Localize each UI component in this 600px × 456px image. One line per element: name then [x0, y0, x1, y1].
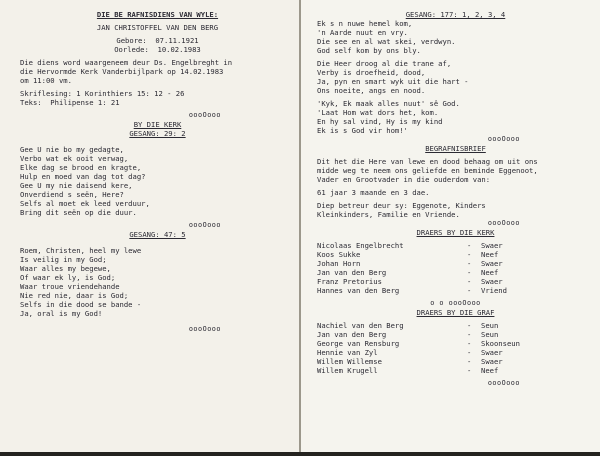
- bearer-row: [317, 366, 594, 375]
- bearer-name: Willem Krugell: [317, 366, 378, 375]
- dash: -: [467, 357, 472, 366]
- age-line: 61 jaar 3 maande en 3 dae.: [317, 188, 430, 197]
- dash: -: [467, 330, 472, 339]
- bearer-relation: Swaer: [481, 357, 503, 366]
- bearer-relation: Skoonseun: [481, 339, 520, 348]
- bearer-row: [317, 250, 594, 259]
- hymn-title: GESANG: 47: 5: [129, 230, 186, 239]
- bearer-row: [317, 348, 594, 357]
- hymn-line: Waar alles my begewe,: [20, 264, 111, 273]
- hymn-line: 'Laat Hom wat dors het, kom.: [317, 108, 439, 117]
- hymn-line: Onverdiend s seën, Here?: [20, 190, 124, 199]
- ornament: oooOooo: [188, 325, 221, 333]
- service-line: die Hervormde Kerk Vanderbijlpark op 14.02.1983: [20, 67, 224, 76]
- ornament: oooOooo: [487, 135, 520, 143]
- bearer-relation: Swaer: [481, 277, 503, 286]
- death-date: Oorlede: 10.02.1983: [114, 45, 201, 54]
- bearer-name: Hennie van Zyl: [317, 348, 378, 357]
- bearer-relation: Seun: [481, 330, 499, 339]
- hymn-line: Roem, Christen, heel my lewe: [20, 246, 142, 255]
- church-heading: BY DIE KERK: [133, 120, 182, 129]
- hymn-line: Ek s n nuwe hemel kom,: [317, 19, 413, 28]
- bearer-relation: Swaer: [481, 348, 503, 357]
- bearer-row: [317, 268, 594, 277]
- hymn-title: GESANG: 29: 2: [129, 129, 186, 138]
- dash: -: [467, 366, 472, 375]
- notice-line: Dit het die Here van lewe en dood behaag om uit ons: [317, 157, 538, 166]
- bearer-relation: Neef: [481, 366, 499, 375]
- church-bearers-heading: DRAERS BY DIE KERK: [416, 228, 495, 237]
- sermon-text: Teks: Philipense 1: 21: [20, 98, 120, 107]
- dash: -: [467, 250, 472, 259]
- bearer-row: [317, 286, 594, 295]
- hymn-line: Verbo wat ek ooit verwag,: [20, 154, 129, 163]
- dash: -: [467, 286, 472, 295]
- service-line: Die diens word waargeneem deur Ds. Engelbreght in: [20, 58, 233, 67]
- notice-line: Vader en Grootvader in die ouderdom van:: [317, 175, 491, 184]
- dash: -: [467, 348, 472, 357]
- notice-line: midde weg te neem ons geliefde en beminde Eggenoot,: [317, 166, 538, 175]
- bearer-name: Johan Horn: [317, 259, 361, 268]
- bearer-row: [317, 357, 594, 366]
- left-page: [0, 0, 299, 452]
- hymn-line: Ja, pyn en smart wyk uit die hart -: [317, 77, 469, 86]
- dash: -: [467, 241, 472, 250]
- bearer-row: [317, 241, 594, 250]
- bearer-name: Hannes van den Berg: [317, 286, 400, 295]
- hymn-line: Gee U my nie daisend kere,: [20, 181, 133, 190]
- bearer-name: Nachiel van den Berg: [317, 321, 404, 330]
- ornament: o o oooOooo: [430, 299, 481, 307]
- hymn-line: Hulp en moed van dag tot dag?: [20, 172, 146, 181]
- bearer-name: Franz Pretorius: [317, 277, 382, 286]
- dash: -: [467, 268, 472, 277]
- hymn-line: Is veilig in my God;: [20, 255, 107, 264]
- bearer-relation: Neef: [481, 268, 499, 277]
- mourners-line: Kleinkinders, Familie en Vriende.: [317, 210, 460, 219]
- hymn-line: Verby is droefheid, dood,: [317, 68, 426, 77]
- hymn-line: 'Kyk, Ek maak alles nuut' sê God.: [317, 99, 460, 108]
- dash: -: [467, 321, 472, 330]
- bearer-row: [317, 259, 594, 268]
- hymn-line: Nie red nie, daar is God;: [20, 291, 129, 300]
- deceased-name: JAN CHRISTOFFEL VAN DEN BERG: [96, 23, 219, 32]
- bearer-row: [317, 277, 594, 286]
- bearer-row: [317, 321, 594, 330]
- dash: -: [467, 259, 472, 268]
- right-page: [301, 0, 600, 452]
- bearer-name: George van Rensburg: [317, 339, 400, 348]
- service-line: om 11:00 vm.: [20, 76, 72, 85]
- bearer-relation: Vriend: [481, 286, 507, 295]
- ornament: oooOooo: [188, 221, 221, 229]
- ornament: oooOooo: [487, 219, 520, 227]
- hymn-line: Gee U nie bo my gedagte,: [20, 145, 124, 154]
- hymn-line: Die see en al wat skei, verdwyn.: [317, 37, 456, 46]
- bearer-relation: Swaer: [481, 241, 503, 250]
- hymn-line: Ek is s God vir hom!': [317, 126, 408, 135]
- bearer-name: Jan van den Berg: [317, 330, 387, 339]
- hymn-line: God self kom by ons bly.: [317, 46, 421, 55]
- service-title: DIE BE RAFNISDIENS VAN WYLE:: [96, 10, 219, 19]
- hymn-line: Ja, oral is my God!: [20, 309, 103, 318]
- bearer-relation: Swaer: [481, 259, 503, 268]
- birth-date: Gebore: 07.11.1921: [116, 36, 199, 45]
- hymn-line: En hy sal vind, Hy is my kind: [317, 117, 443, 126]
- dash: -: [467, 277, 472, 286]
- ornament: oooOooo: [188, 111, 221, 119]
- bearer-row: [317, 339, 594, 348]
- notice-heading: BEGRAFNISBRIEF: [425, 144, 486, 153]
- hymn-line: Die Heer droog al die trane af,: [317, 59, 452, 68]
- hymn-line: Ons noeite, angs en nood.: [317, 86, 426, 95]
- scan-edge: [0, 452, 600, 456]
- hymn-title: GESANG: 177: 1, 2, 3, 4: [405, 10, 506, 19]
- dash: -: [467, 339, 472, 348]
- bearer-name: Nicolaas Engelbrecht: [317, 241, 404, 250]
- hymn-line: Selfs al moet ek leed verduur,: [20, 199, 150, 208]
- hymn-line: 'n Aarde nuut en vry.: [317, 28, 408, 37]
- bearer-name: Jan van den Berg: [317, 268, 387, 277]
- mourners-line: Diep betreur deur sy: Eggenote, Kinders: [317, 201, 486, 210]
- grave-bearers-heading: DRAERS BY DIE GRAF: [416, 308, 495, 317]
- hymn-line: Bring dit seën op die duur.: [20, 208, 137, 217]
- bearer-relation: Neef: [481, 250, 499, 259]
- bearer-name: Willem Willemse: [317, 357, 382, 366]
- hymn-line: Selfs in die dood se bande -: [20, 300, 142, 309]
- hymn-line: Of waar ek ly, is God;: [20, 273, 116, 282]
- bearer-relation: Seun: [481, 321, 499, 330]
- bearer-name: Koos Sukke: [317, 250, 361, 259]
- scripture-reading: Skriflesing: 1 Korinthiers 15: 12 - 26: [20, 89, 185, 98]
- hymn-line: Elke dag se brood en kragte,: [20, 163, 142, 172]
- hymn-line: Waar troue vriendehande: [20, 282, 120, 291]
- bearer-row: [317, 330, 594, 339]
- ornament: oooOooo: [487, 379, 520, 387]
